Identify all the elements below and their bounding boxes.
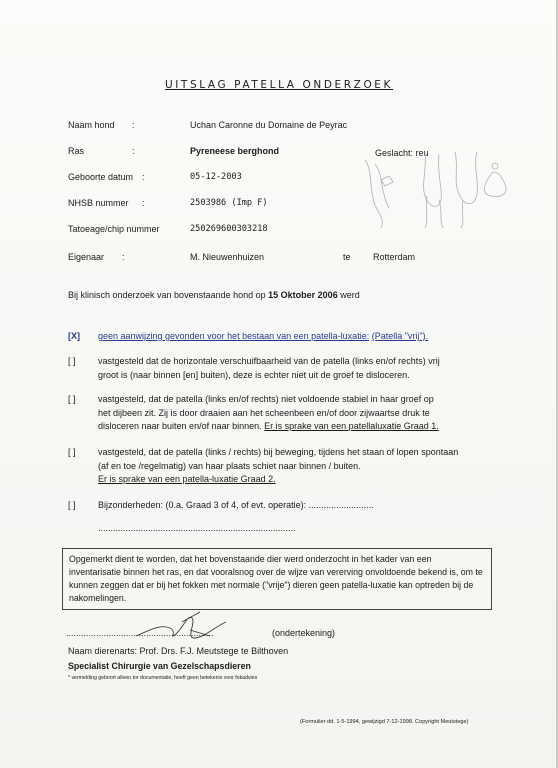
- checkbox[interactable]: [ ]: [68, 394, 76, 404]
- exam-date: 15 Oktober 2006: [268, 290, 338, 300]
- graad-2-conclusion: Er is sprake van een patella-luxatie Graad 2.: [98, 474, 276, 484]
- vet-name: Naam dierenarts: Prof. Drs. F.J. Meutstege te Bilthoven: [68, 646, 289, 656]
- value-naam-hond: Uchan Caronne du Domaine de Peyrac: [190, 120, 348, 130]
- graad-1-conclusion: Er is sprake van een patellaluxatie Graad 1.: [264, 421, 439, 431]
- option-text-line: vastgesteld dat de horizontale verschuifbaarheid van de patella (links en/of rechts) vrij: [98, 356, 440, 366]
- label-ras: Ras: [68, 146, 85, 156]
- geslacht: Geslacht: reu: [375, 148, 429, 158]
- checkbox-checked[interactable]: [X]: [68, 331, 80, 341]
- city: Rotterdam: [373, 252, 416, 262]
- checkbox[interactable]: [ ]: [68, 500, 76, 510]
- label-nhsb-nummer: NHSB nummer: [68, 198, 129, 208]
- disclaimer-box: Opgemerkt dient te worden, dat het bovenstaande dier werd onderzocht in het kader van een inventarisatie binnen het ras, en dat vooralsnog over de wijze van vererving onvoldoende bekend is, om te kunnen zeggen dat er bij het fokken met normale ("vrije") dieren geen patella-luxatie kan optreden bij de nakomelingen.: [62, 548, 492, 610]
- value-nhsb-nummer: 2503986 (Imp F): [190, 198, 268, 208]
- label-geboorte-datum: Geboorte datum: [68, 172, 134, 182]
- bijzonderheden-dots-line[interactable]: ...............................................................................: [98, 522, 296, 533]
- vet-disclaimer: * vermelding geboort alleen tor documentatie, heeft geen betekenis voor fokadvies: [68, 675, 258, 681]
- signature-line[interactable]: ...........................................................: [66, 628, 214, 638]
- option-vrij-status: (Patella "vrij").: [371, 331, 429, 341]
- label-eigenaar: Eigenaar: [68, 252, 105, 262]
- bijzonderheden-label: Bijzonderheden: (0.a. Graad 3 of 4, of evt. operatie):: [98, 500, 307, 510]
- value-ras: Pyreneese berghond: [190, 146, 280, 156]
- option-text-line: (af en toe /regelmatig) van haar plaats schiet naar binnen / buiten.: [98, 460, 361, 471]
- option-text-line: het dijbeen zit. Zij is door draaien aan het scheenbeen en/of door zijwaartse druk te: [98, 407, 430, 418]
- option-text-line: vastgesteld, dat de patella (links / rechts) bij beweging, tijdens het staan of lopen spontaan: [98, 447, 459, 457]
- bijzonderheden-dots[interactable]: ..........................: [308, 500, 374, 510]
- option-graad-1: [68, 393, 488, 449]
- te-label: te: [343, 252, 351, 262]
- intro-pre: Bij klinisch onderzoek van bovenstaande hond op: [68, 290, 266, 300]
- colon: :: [122, 252, 125, 262]
- option-verschuifbaar: [68, 355, 488, 385]
- signature-label: (ondertekening): [272, 628, 336, 638]
- knee-sketch-illustration: [355, 150, 515, 230]
- intro-post: werd: [340, 290, 360, 300]
- option-text-line: groot is (naar binnen [en] buiten), deze is echter niet uit de groef te disloceren.: [98, 369, 410, 380]
- option-text-line: disloceren naar buiten en/of naar binnen.: [98, 421, 262, 431]
- vet-title: Specialist Chirurgie van Gezelschapsdieren: [68, 661, 251, 671]
- label-naam-hond: Naam hond: [68, 120, 115, 130]
- colon: :: [132, 146, 135, 156]
- option-graad-2: [68, 446, 488, 490]
- colon: :: [132, 120, 135, 130]
- value-geboorte-datum: 05-12-2003: [190, 172, 242, 182]
- checkbox[interactable]: [ ]: [68, 447, 76, 457]
- form-footer: (Formulier dd. 1-5-1994, gewijzigd 7-12-1998. Copyright Meutstege): [300, 719, 469, 725]
- option-vrij-text: geen aanwijzing gevonden voor het bestaan van een patella-luxatie:: [98, 331, 370, 341]
- label-chip-nummer: Tatoeage/chip nummer: [68, 224, 160, 234]
- value-chip-nummer: 250269600303218: [190, 224, 268, 234]
- signature-scribble: [130, 608, 250, 644]
- option-text-line: vastgesteld, dat de patella (links en/of rechts) niet voldoende stabiel in haar groef op: [98, 394, 434, 404]
- colon: :: [142, 198, 145, 208]
- value-eigenaar: M. Nieuwenhuizen: [190, 252, 265, 262]
- checkbox[interactable]: [ ]: [68, 356, 76, 366]
- document-title: UITSLAG PATELLA ONDERZOEK: [164, 79, 394, 91]
- intro-line: [68, 290, 360, 300]
- colon: :: [142, 172, 145, 182]
- option-vrij: [68, 330, 488, 346]
- option-bijzonderheden: [68, 499, 488, 539]
